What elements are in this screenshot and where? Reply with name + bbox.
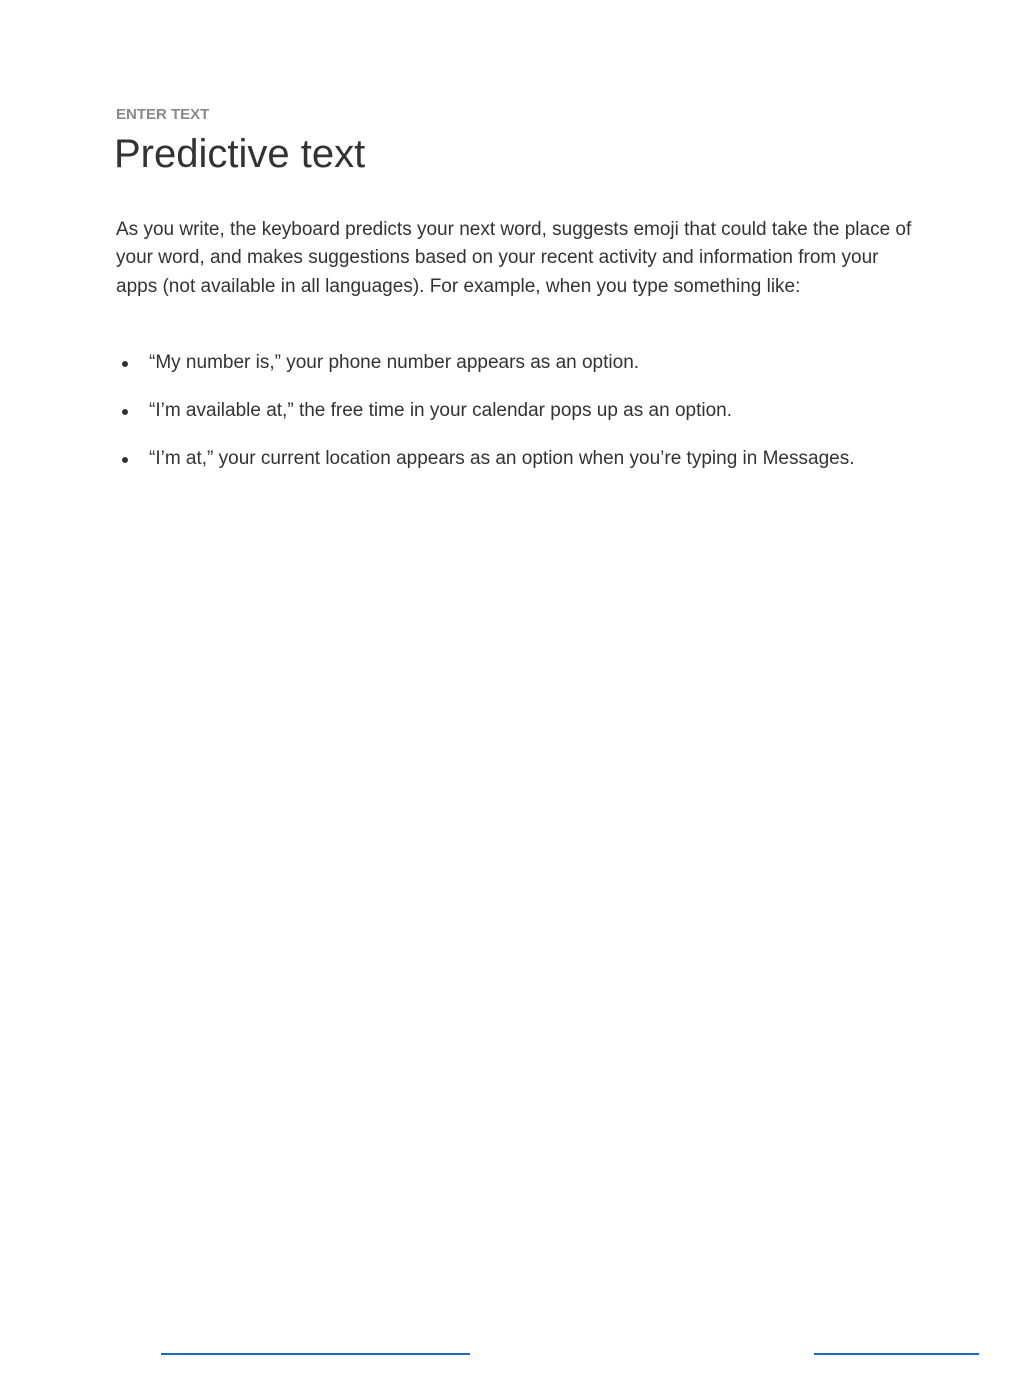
list-item — [116, 445, 936, 473]
list-item-text: “I’m at,” your current location appears as an option when you’re typing in Messages. — [149, 448, 855, 469]
bullet-icon — [122, 457, 128, 463]
list-item — [116, 349, 936, 377]
bullet-icon — [122, 409, 128, 415]
list-item — [116, 397, 936, 425]
intro-paragraph: As you write, the keyboard predicts your next word, suggests emoji that could take the place of your word, and makes suggestions based on your recent activity and information from your apps (not available in all languages). For example, when you type something like: — [116, 219, 912, 297]
bullet-icon — [122, 361, 128, 367]
list-item-text: “My number is,” your phone number appears as an option. — [149, 352, 640, 373]
section-eyebrow: ENTER TEXT — [116, 106, 210, 123]
list-item-text: “I’m available at,” the free time in your calendar pops up as an option. — [149, 400, 732, 421]
footer-rule-right — [814, 1353, 979, 1355]
footer-rule-left — [161, 1353, 470, 1355]
page-title: Predictive text — [114, 132, 366, 176]
example-list — [116, 349, 936, 493]
